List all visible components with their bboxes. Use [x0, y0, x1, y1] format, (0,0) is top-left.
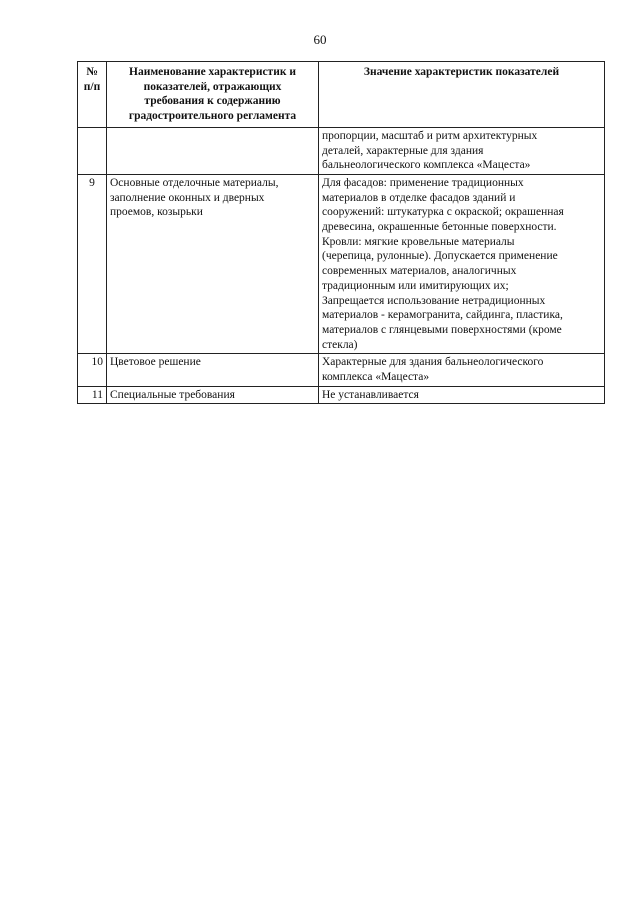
table-row — [78, 174, 605, 353]
name-line: заполнение оконных и дверных — [110, 191, 265, 204]
value-line: Для фасадов: применение традиционных — [322, 176, 524, 189]
row-number: 9 — [78, 174, 107, 353]
value-line: сооружений: штукатурка с окраской; окрашенная — [322, 206, 564, 219]
regulation-table — [77, 61, 605, 404]
header-name-line: градостроительного регламента — [128, 110, 297, 123]
header-num — [78, 62, 107, 128]
name-line: Цветовое решение — [110, 356, 201, 369]
row-number: 10 — [78, 354, 107, 386]
value-line: Кровли: мягкие кровельные материалы — [322, 235, 515, 248]
row-value — [319, 386, 605, 404]
table-row — [78, 386, 605, 404]
table-row — [78, 354, 605, 386]
table-header-row — [78, 62, 605, 128]
row-value — [319, 127, 605, 174]
header-num-line: № — [86, 66, 98, 78]
value-line: Запрещается использование нетрадиционных — [322, 294, 546, 307]
header-value-line: Значение характеристик показателей — [363, 66, 560, 78]
row-name — [107, 127, 319, 174]
row-number: 11 — [78, 386, 107, 404]
header-name — [107, 62, 319, 128]
header-name-line: показателей, отражающих — [143, 80, 282, 93]
value-line: традиционным или имитирующих их; — [322, 279, 509, 292]
value-line: комплекса «Мацеста» — [322, 371, 430, 384]
header-name-line: требования к содержанию — [144, 95, 281, 108]
header-value — [319, 62, 605, 128]
row-value — [319, 354, 605, 386]
value-line: стекла) — [322, 338, 358, 351]
value-line: материалов с глянцевыми поверхностями (кроме — [322, 323, 562, 336]
row-name — [107, 174, 319, 353]
value-line: древесина, окрашенные бетонные поверхности. — [322, 221, 557, 234]
row-name — [107, 386, 319, 404]
value-line: материалов в отделке фасадов зданий и — [322, 191, 516, 204]
name-line: Специальные требования — [110, 388, 235, 401]
value-line: бальнеологического комплекса «Мацеста» — [322, 159, 531, 172]
name-line: Основные отделочные материалы, — [110, 176, 279, 189]
row-value — [319, 174, 605, 353]
row-number — [78, 127, 107, 174]
value-line: (черепица, рулонные). Допускается применение — [322, 250, 558, 263]
value-line: материалов - керамогранита, сайдинга, пластика, — [322, 309, 563, 322]
row-name — [107, 354, 319, 386]
value-line: деталей, характерные для здания — [322, 144, 484, 157]
value-line: Не устанавливается — [322, 388, 419, 401]
page-number: 60 — [313, 32, 327, 47]
value-line: Характерные для здания бальнеологического — [322, 356, 544, 369]
value-line: пропорции, масштаб и ритм архитектурных — [322, 129, 538, 142]
table-row — [78, 127, 605, 174]
value-line: современных материалов, аналогичных — [322, 265, 517, 278]
name-line: проемов, козырьки — [110, 206, 203, 219]
header-name-line: Наименование характеристик и — [129, 66, 296, 78]
header-num-line: п/п — [83, 80, 101, 93]
